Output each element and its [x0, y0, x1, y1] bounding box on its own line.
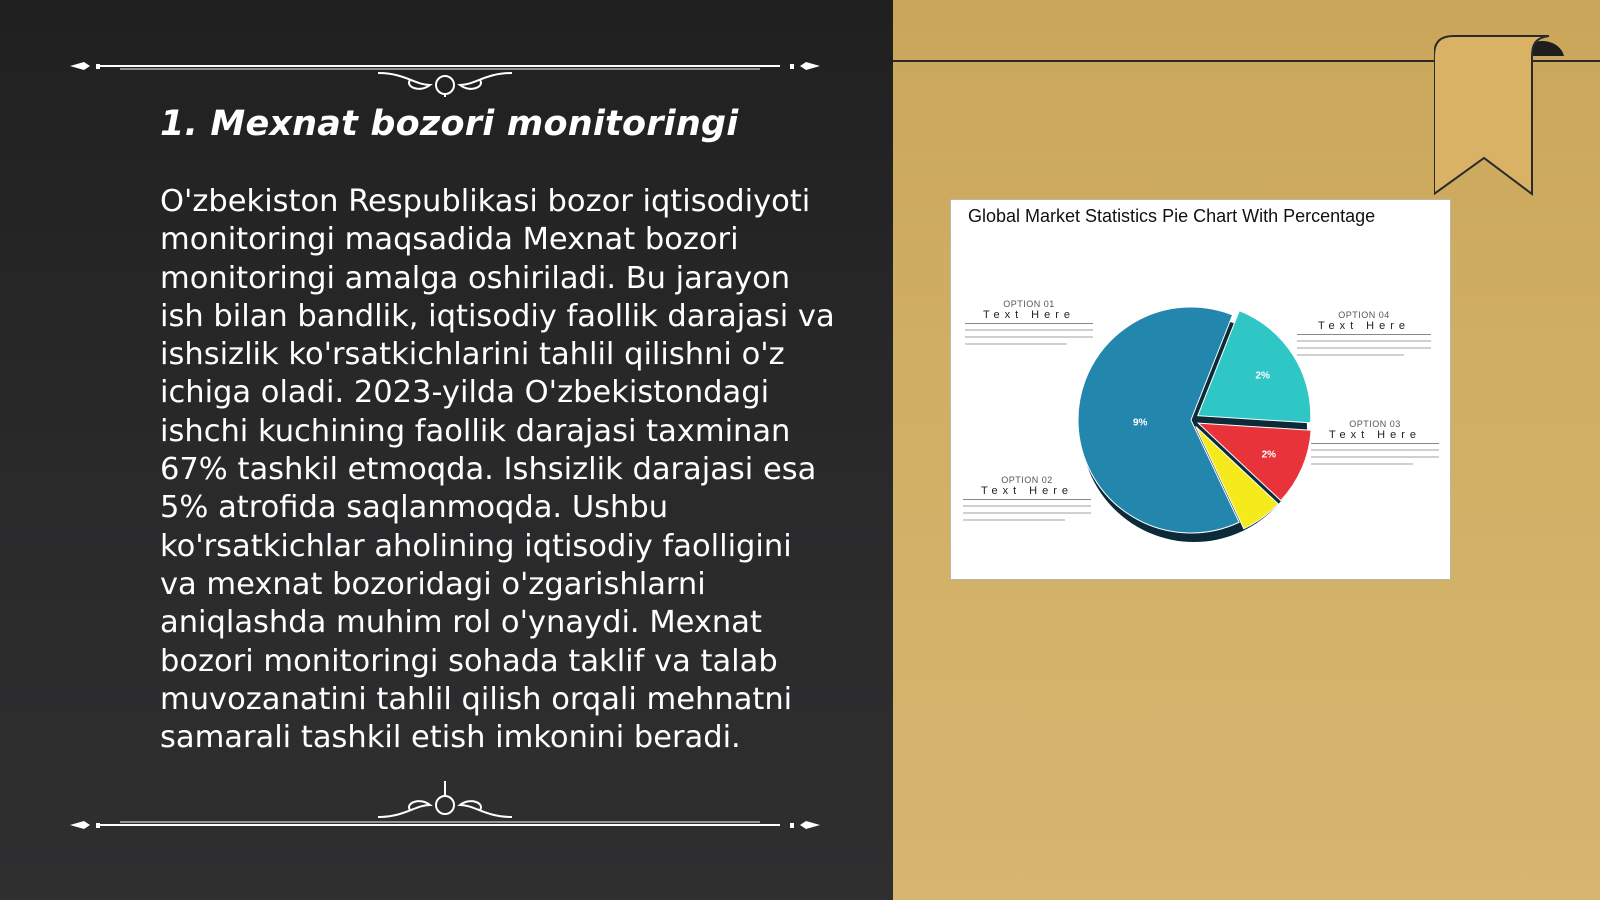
placeholder-line	[963, 512, 1091, 514]
placeholder-line	[965, 343, 1067, 345]
placeholder-line	[1297, 354, 1404, 356]
placeholder-line	[1311, 449, 1439, 451]
chart-title: Global Market Statistics Pie Chart With Percentage	[968, 206, 1376, 226]
placeholder-line	[1297, 347, 1431, 349]
option-02-heading: Text Here	[963, 485, 1091, 500]
pie-slice-label-4: 9%	[1132, 417, 1148, 429]
option-01-callout	[965, 299, 1093, 345]
option-04-label: OPTION 04	[1338, 310, 1390, 320]
placeholder-line	[1311, 456, 1439, 458]
pie-slice-label-2: 2%	[1261, 449, 1277, 461]
option-03-label: OPTION 03	[1349, 419, 1401, 429]
option-03-callout	[1311, 419, 1439, 465]
pie-slice-label-1: 2%	[1255, 370, 1270, 382]
placeholder-line	[963, 519, 1065, 521]
placeholder-line	[965, 336, 1093, 338]
pie-chart	[951, 200, 1450, 579]
ornament-top	[60, 37, 830, 97]
placeholder-line	[963, 505, 1091, 507]
option-02-callout	[963, 475, 1091, 521]
option-03-heading: Text Here	[1311, 429, 1439, 444]
option-04-callout	[1297, 310, 1431, 356]
option-01-heading: Text Here	[965, 309, 1093, 324]
slide-body-text: O'zbekiston Respublikasi bozor iqtisodiyoti monitoringi maqsadida Mexnat bozori monitoringi amalga oshiriladi. Bu jarayon ish bilan bandlik, iqtisodiy faollik darajasi va ishsizlik ko'rsatkichlarini tahlil qilishni o'z ichiga oladi. 2023-yilda O'zbekistondagi ishchi kuchining faollik darajasi taxminan 67% tashkil etmoqda. Ishsizlik darajasi esa 5% atrofida saqlanmoqda. Ushbu ko'rsatkichlar aholining iqtisodiy faolligini va mexnat bozoridagi o'zgarishlarni aniqlashda muhim rol o'ynaydi. Mexnat bozori monitoringi sohada taklif va talab muvozanatini tahlil qilish orqali mehnatni samarali tashkil etish imkonini beradi.	[160, 184, 835, 756]
chart-image	[950, 199, 1451, 580]
placeholder-line	[1311, 463, 1413, 465]
slide-title: 1. Mexnat bozori monitoringi	[160, 104, 739, 144]
option-02-label: OPTION 02	[1001, 475, 1053, 485]
placeholder-line	[965, 329, 1093, 331]
ornament-bottom	[60, 777, 830, 837]
option-01-label: OPTION 01	[1003, 299, 1055, 309]
bookmark-ribbon-icon	[1434, 34, 1584, 204]
option-04-heading: Text Here	[1297, 320, 1431, 335]
placeholder-line	[1297, 340, 1431, 342]
